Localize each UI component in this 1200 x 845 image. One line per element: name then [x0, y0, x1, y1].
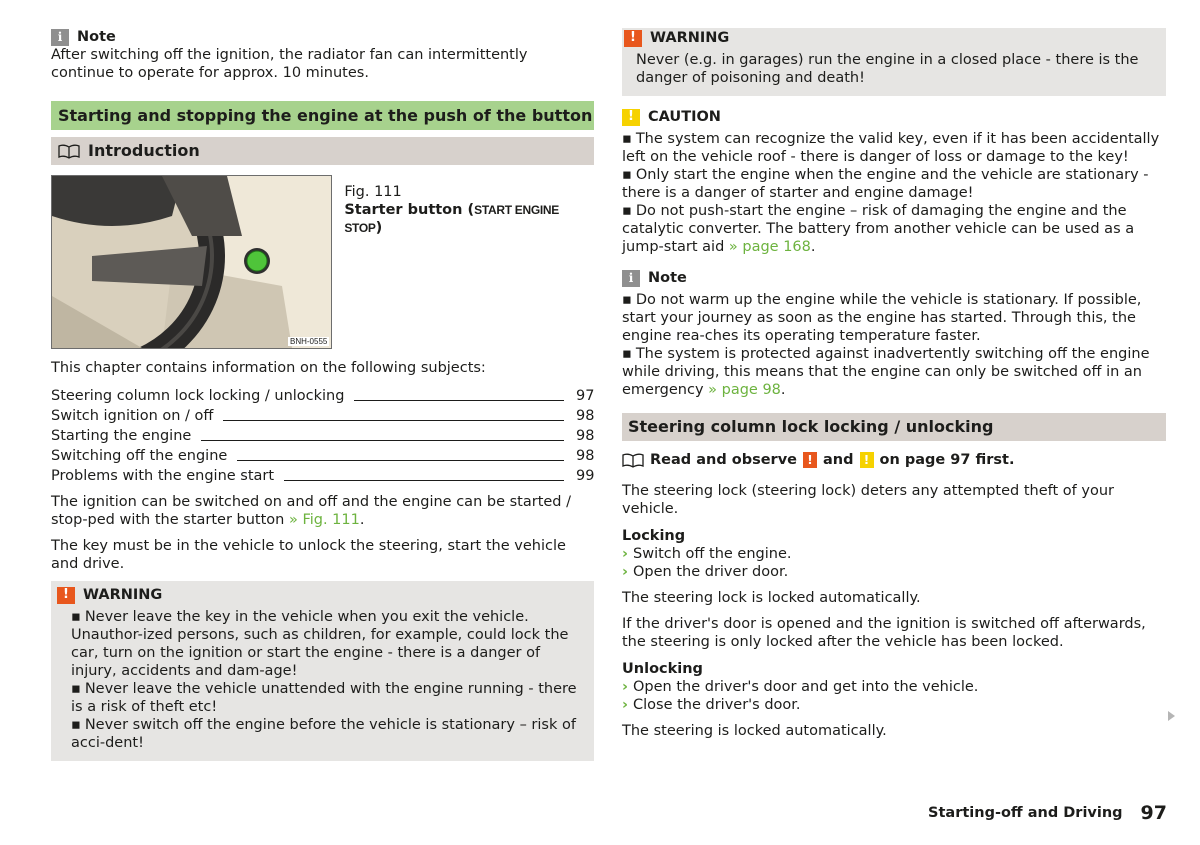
image-code: BNH-0555 — [289, 337, 328, 346]
toc-row[interactable]: Steering column lock locking / unlocking 97 — [51, 388, 595, 404]
warning-item: ▪ Never leave the vehicle unattended with the engine running - there is a risk of theft etc! — [71, 680, 584, 716]
chevron-right-icon: › — [622, 697, 628, 713]
figure-link[interactable]: » Fig. 111 — [288, 512, 360, 528]
toc-row[interactable]: Problems with the engine start 99 — [51, 468, 595, 484]
figure — [51, 175, 594, 349]
note-item: ▪ The system is protected against inadvertently switching off the engine while driving, this means that the engine can only be switched off in an emergency » page 98. — [622, 345, 1166, 399]
locking-step: › Switch off the engine. — [622, 546, 792, 562]
caution-title: CAUTION — [648, 109, 721, 125]
locking-step: › Open the driver door. — [622, 564, 789, 580]
toc-list — [51, 385, 594, 485]
warning-title: WARNING — [83, 587, 163, 603]
note-title: Note — [77, 29, 116, 45]
warning-header — [624, 29, 1156, 47]
warning-text: Never (e.g. in garages) run the engine in a closed place - there is the danger of poisoning and death! — [636, 52, 1139, 86]
warning-item: ▪ Never switch off the engine before the vehicle is stationary – risk of acci-dent! — [71, 716, 584, 752]
note-header — [622, 269, 1166, 287]
locking-title: Locking — [622, 528, 686, 544]
chevron-right-icon: › — [622, 679, 628, 695]
start-engine-stop-label: START ENGINE STOP — [344, 203, 560, 235]
left-column — [51, 28, 594, 761]
right-column — [622, 28, 1166, 740]
page-footer — [928, 804, 1167, 822]
intro-heading — [51, 137, 594, 165]
intro-heading-label: Introduction — [88, 141, 200, 160]
unlocking-step: › Open the driver's door and get into the vehicle. — [622, 679, 979, 695]
page-link[interactable]: » page 98 — [708, 382, 781, 398]
unlocking-step: › Close the driver's door. — [622, 697, 801, 713]
figure-title: Starter button (START ENGINE STOP) — [344, 202, 560, 236]
chevron-right-icon: › — [622, 564, 628, 580]
toc-row[interactable]: Switch ignition on / off 98 — [51, 408, 595, 424]
info-icon: i — [51, 29, 69, 46]
note-item: ▪ Do not warm up the engine while the vehicle is stationary. If possible, start your journey as soon as the engine has started. Through this, the engine rea-ches its operating temperature faster. — [622, 291, 1166, 345]
warning-icon: ! — [624, 30, 642, 47]
note-title: Note — [648, 270, 687, 286]
ignition-paragraph: The ignition can be switched on and off and the engine can be started / stop-ped with the starter button » Fig. 111. — [51, 494, 571, 528]
warning-header — [57, 586, 584, 604]
starter-button-image — [51, 175, 332, 349]
note-header — [51, 28, 594, 46]
info-icon: i — [622, 270, 640, 287]
warning-icon: ! — [803, 452, 817, 468]
book-icon — [622, 453, 644, 467]
page-number: 97 — [1140, 802, 1167, 824]
note-text: After switching off the ignition, the radiator fan can intermittently continue to operate for approx. 10 minutes. — [51, 47, 528, 81]
caution-icon: ! — [622, 109, 640, 126]
toc-intro: This chapter contains information on the following subjects: — [51, 360, 486, 376]
section-heading: Starting and stopping the engine at the push of the button — [51, 101, 594, 130]
warning-box — [622, 28, 1166, 96]
warning-icon: ! — [57, 587, 75, 604]
caution-item: ▪ Only start the engine when the engine and the vehicle are stationary - there is a danger of starter and engine damage! — [622, 166, 1166, 202]
key-paragraph: The key must be in the vehicle to unlock the steering, start the vehicle and drive. — [51, 538, 566, 572]
figure-caption — [344, 183, 594, 349]
caution-header — [622, 108, 1166, 126]
locked-automatically-paragraph: The steering is locked automatically. — [622, 723, 887, 739]
auto-lock-paragraph: The steering lock is locked automatically. — [622, 590, 921, 606]
caution-item: ▪ The system can recognize the valid key, even if it has been accidentally left on the vehicle roof - there is danger of loss or damage to the key! — [622, 130, 1166, 166]
toc-row[interactable]: Starting the engine 98 — [51, 428, 595, 444]
driver-door-paragraph: If the driver's door is opened and the ignition is switched off afterwards, the steering is only locked after the vehicle has been locked. — [622, 616, 1146, 650]
continue-arrow-icon — [1168, 711, 1175, 721]
chevron-right-icon: › — [622, 546, 628, 562]
read-observe-line: Read and observe ! and ! on page 97 first. — [622, 451, 1166, 469]
warning-box — [51, 581, 594, 761]
caution-icon: ! — [860, 452, 874, 468]
figure-number: Fig. 111 — [344, 184, 402, 200]
warning-title: WARNING — [650, 30, 730, 46]
unlocking-title: Unlocking — [622, 661, 703, 677]
page-link[interactable]: » page 168 — [728, 239, 811, 255]
steering-lock-heading: Steering column lock locking / unlocking — [622, 413, 1166, 441]
warning-item: ▪ Never leave the key in the vehicle when you exit the vehicle. Unauthor-ized persons, such as children, for example, could lock the car, turn on the ignition or start the engine - there is a danger of injury, accidents and dam-age! — [71, 608, 584, 680]
book-icon — [58, 144, 80, 158]
caution-item: ▪ Do not push-start the engine – risk of damaging the engine and the catalytic converter. The battery from another vehicle can be used as a jump-start aid » page 168. — [622, 202, 1166, 256]
steering-lock-paragraph: The steering lock (steering lock) deters any attempted theft of your vehicle. — [622, 483, 1114, 517]
footer-section: Starting-off and Driving — [928, 805, 1123, 821]
toc-row[interactable]: Switching off the engine 98 — [51, 448, 595, 464]
